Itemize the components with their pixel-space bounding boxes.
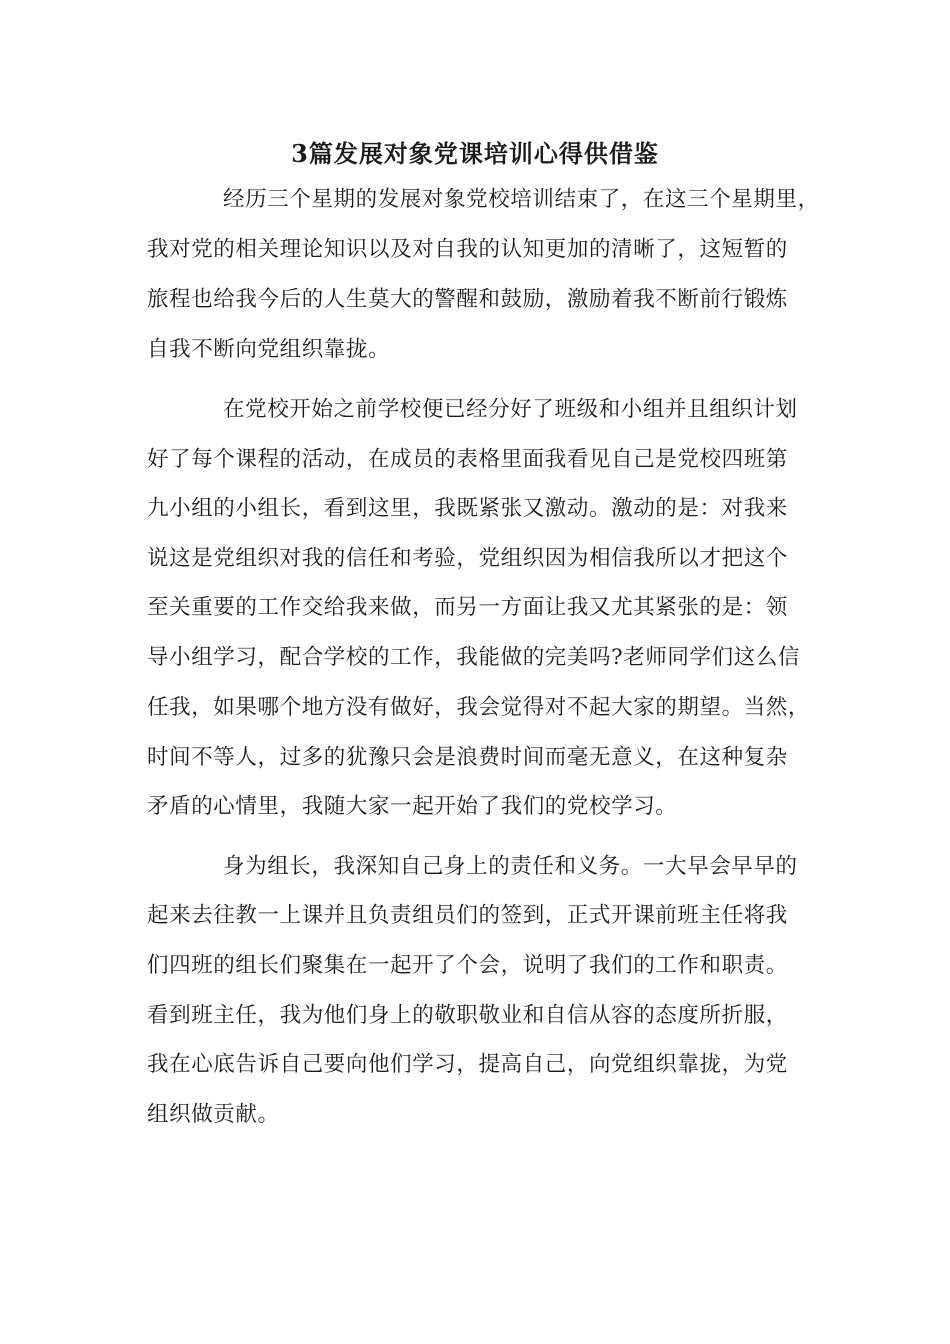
paragraph-2-line-4: 说这是党组织对我的信任和考验，党组织因为相信我所以才把这个 bbox=[147, 546, 788, 571]
paragraph-2-line-2: 好了每个课程的活动，在成员的表格里面我看见自己是党校四班第 bbox=[147, 447, 788, 472]
paragraph-2-line-6: 导小组学习，配合学校的工作，我能做的完美吗?老师同学们这么信 bbox=[147, 645, 801, 670]
paragraph-2-line-3: 九小组的小组长，看到这里，我既紧张又激动。激动的是：对我来 bbox=[147, 496, 788, 521]
paragraph-3-line-4: 看到班主任，我为他们身上的敬职敬业和自信从容的态度所折服， bbox=[147, 1003, 788, 1028]
paragraph-2-line-1: 在党校开始之前学校便已经分好了班级和小组并且组织计划 bbox=[223, 397, 798, 422]
paragraph-3-line-3: 们四班的组长们聚集在一起开了个会，说明了我们的工作和职责。 bbox=[147, 953, 788, 978]
paragraph-2-line-9: 矛盾的心情里，我随大家一起开始了我们的党校学习。 bbox=[147, 794, 678, 819]
paragraph-3-line-5: 我在心底告诉自己要向他们学习，提高自己，向党组织靠拢，为党 bbox=[147, 1052, 788, 1077]
paragraph-2-line-5: 至关重要的工作交给我来做，而另一方面让我又尤其紧张的是：领 bbox=[147, 595, 788, 620]
paragraph-1-line-2: 我对党的相关理论知识以及对自我的认知更加的清晰了，这短暂的 bbox=[147, 237, 788, 262]
paragraph-3-line-1: 身为组长，我深知自己身上的责任和义务。一大早会早早的 bbox=[223, 854, 798, 879]
paragraph-3-line-6: 组织做贡献。 bbox=[147, 1102, 280, 1127]
document-title: 3篇发展对象党课培训心得供借鉴 bbox=[291, 139, 659, 168]
paragraph-1-line-4: 自我不断向党组织靠拢。 bbox=[147, 337, 391, 362]
paragraph-3-line-2: 起来去往教一上课并且负责组员们的签到，正式开课前班主任将我 bbox=[147, 903, 788, 928]
paragraph-2-line-7: 任我，如果哪个地方没有做好，我会觉得对不起大家的期望。当然， bbox=[147, 695, 811, 720]
paragraph-1-line-3: 旅程也给我今后的人生莫大的警醒和鼓励，激励着我不断前行锻炼 bbox=[147, 287, 788, 312]
paragraph-2-line-8: 时间不等人，过多的犹豫只会是浪费时间而毫无意义，在这种复杂 bbox=[147, 745, 788, 770]
paragraph-1-line-1: 经历三个星期的发展对象党校培训结束了，在这三个星期里， bbox=[223, 187, 820, 212]
